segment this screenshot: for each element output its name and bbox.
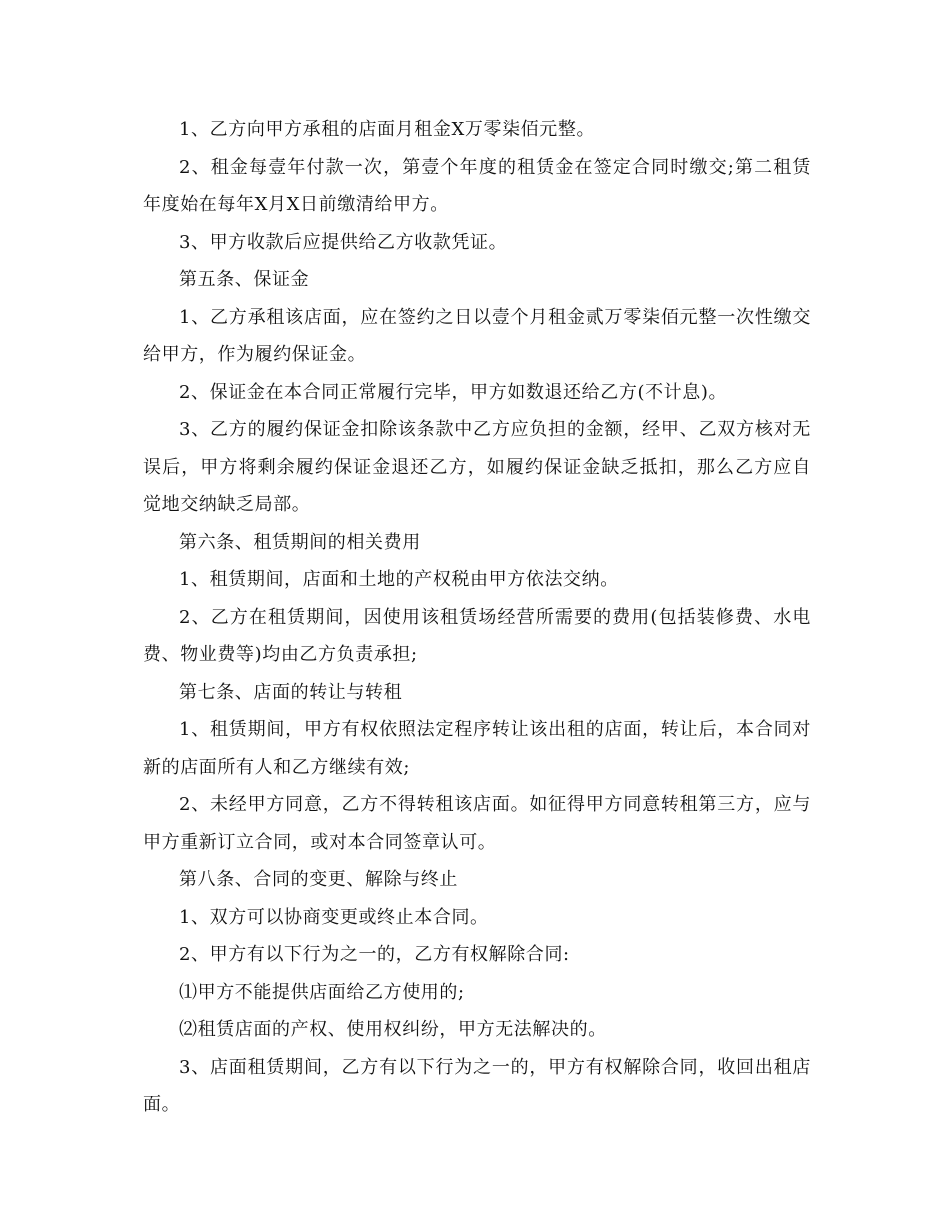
clause-8-item-1: 1、双方可以协商变更或终止本合同。 (179, 906, 489, 928)
clause-8-heading: 第八条、合同的变更、解除与终止 (179, 869, 458, 890)
clause-5-item-1: 1、乙方承租该店面，应在签约之日以壹个月租金贰万零柒佰元整一次性缴交给甲方，作为履约保证金。 (143, 306, 811, 365)
clause-7-item-2: 2、未经甲方同意，乙方不得转租该店面。如征得甲方同意转租第三方，应与甲方重新订立合同，或对本合同签章认可。 (143, 794, 811, 853)
clause-5-item-3: 3、乙方的履约保证金扣除该条款中乙方应负担的金额，经甲、乙双方核对无误后，甲方将剩余履约保证金退还乙方，如履约保证金缺乏抵扣，那么乙方应自觉地交纳缺乏局部。 (143, 419, 811, 515)
clause-7-item-1: 1、租赁期间，甲方有权依照法定程序转让该出租的店面，转让后，本合同对新的店面所有人和乙方继续有效; (143, 719, 811, 778)
document-body (143, 111, 811, 1124)
clause-7-heading: 第七条、店面的转让与转租 (179, 681, 403, 703)
clause-6-item-1: 1、租赁期间，店面和土地的产权税由甲方依法交纳。 (179, 569, 619, 590)
clause-5-heading: 第五条、保证金 (179, 269, 310, 290)
clause-8-item-2-sub-2: ⑵租赁店面的产权、使用权纠纷，甲方无法解决的。 (179, 1019, 607, 1040)
clause-8-item-3: 3、店面租赁期间，乙方有以下行为之一的，甲方有权解除合同，收回出租店面。 (143, 1056, 811, 1115)
clause-8-item-2-sub-1: ⑴甲方不能提供店面给乙方使用的; (179, 981, 465, 1003)
clause-8-item-2: 2、甲方有以下行为之一的，乙方有权解除合同: (179, 944, 570, 965)
clause-6-item-2: 2、乙方在租赁期间，因使用该租赁场经营所需要的费用(包括装修费、水电费、物业费等)均由乙方负责承担; (143, 606, 811, 665)
clause-4-item-2: 2、租金每壹年付款一次，第壹个年度的租赁金在签定合同时缴交;第二租赁年度始在每年X月X日前缴清给甲方。 (143, 156, 811, 215)
clause-5-item-2: 2、保证金在本合同正常履行完毕，甲方如数退还给乙方(不计息)。 (179, 381, 728, 403)
clause-4-item-3: 3、甲方收款后应提供给乙方收款凭证。 (179, 231, 508, 253)
clause-6-heading: 第六条、租赁期间的相关费用 (179, 531, 421, 553)
clause-4-item-1: 1、乙方向甲方承租的店面月租金X万零柒佰元整。 (179, 119, 596, 140)
